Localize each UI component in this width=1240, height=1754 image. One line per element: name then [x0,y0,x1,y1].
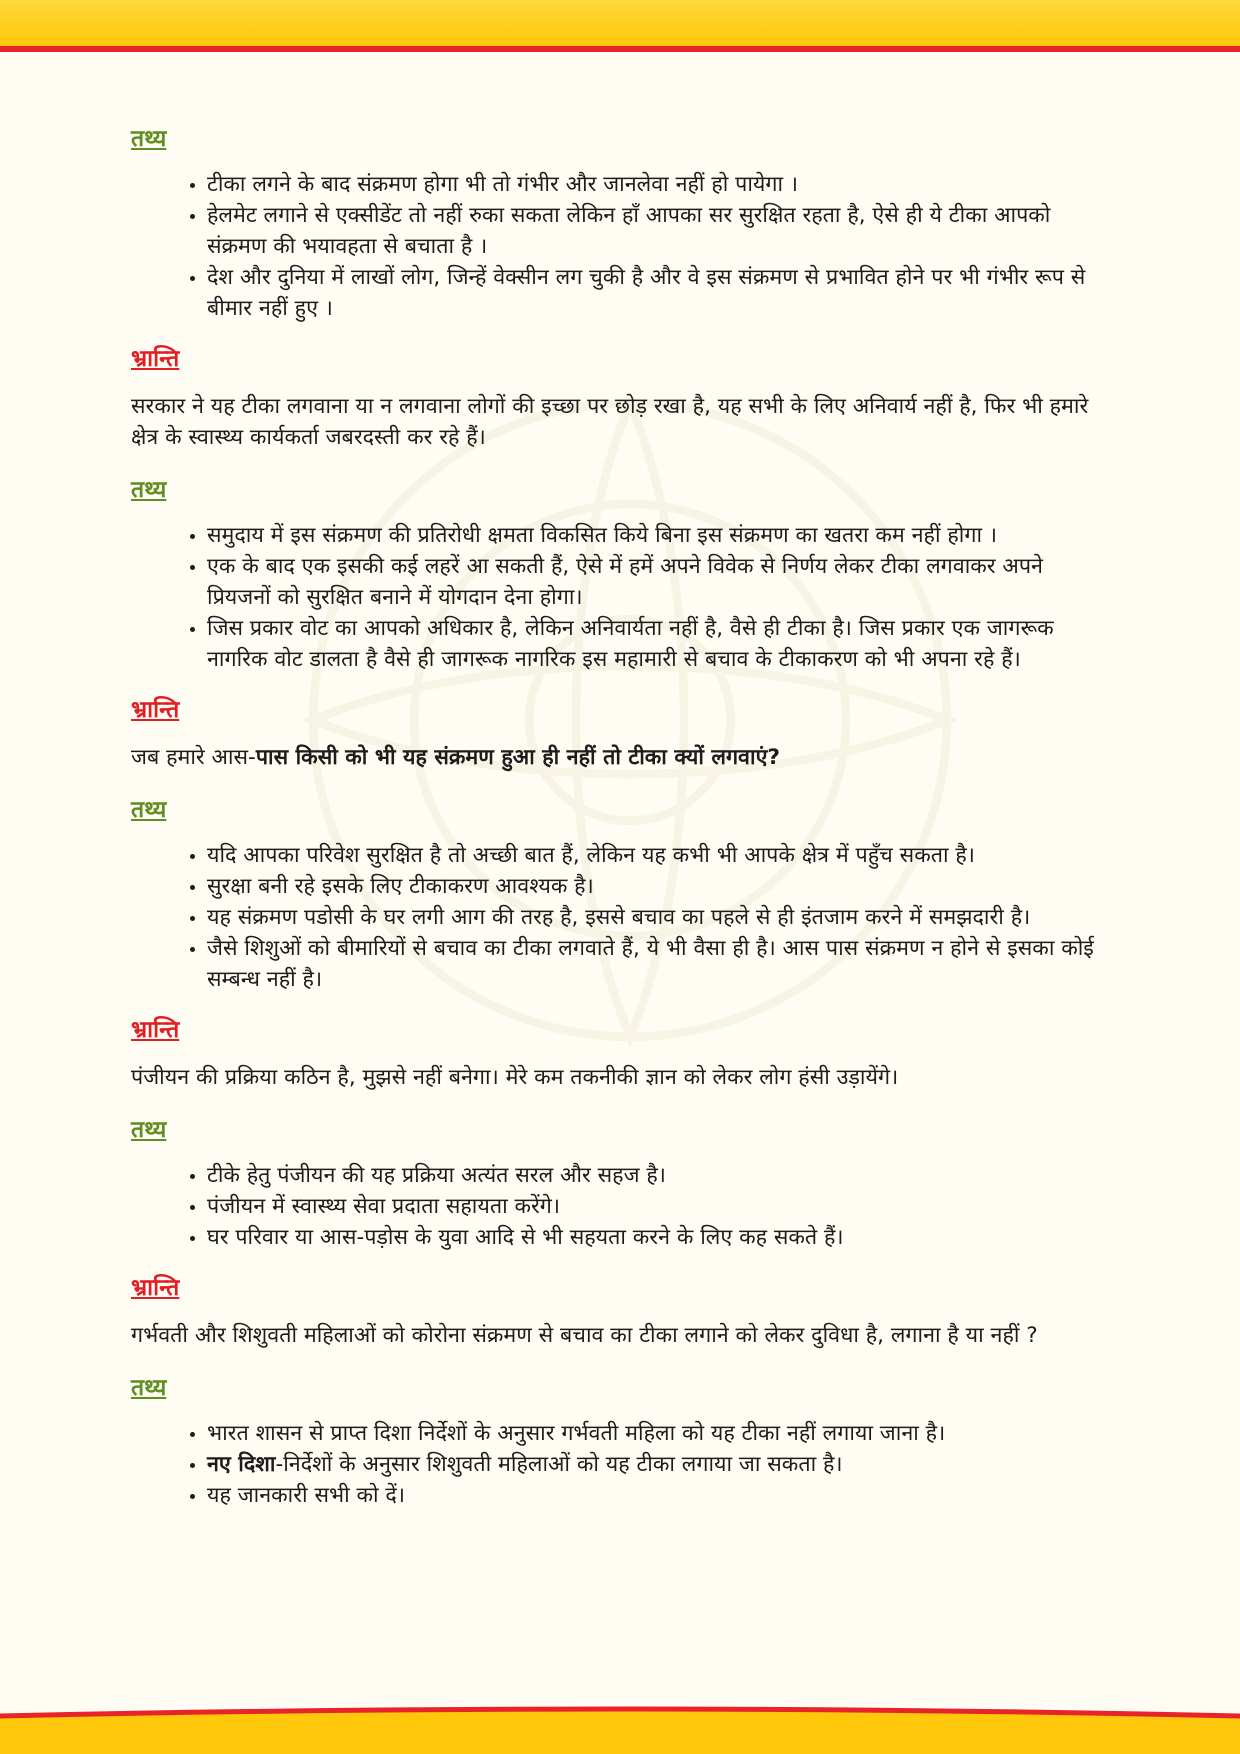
myth-text: सरकार ने यह टीका लगवाना या न लगवाना लोगों की इच्छा पर छोड़ रखा है, यह सभी के लिए अनिवार्य नहीं है, फिर भी हमारे क्षेत्र के स्वास्थ्य कार्यकर्ता जबरदस्ती कर रहे हैं। [131,394,1089,450]
myth-text: पंजीयन की प्रक्रिया कठिन है, मुझसे नहीं बनेगा। मेरे कम तकनीकी ज्ञान को लेकर लोग हंसी उड़ायेंगे। [131,1065,899,1090]
myth-heading: भ्रान्ति [131,1017,180,1043]
fact-list [131,840,1111,995]
fact-item: • टीके हेतु पंजीयन की यह प्रक्रिया अत्यंत सरल और सहज है। [207,1160,1111,1191]
top-red-rule [0,46,1240,52]
myth-text-bold: पास किसी को भी यह संक्रमण हुआ ही नहीं तो टीका क्यों लगवाएं? [255,745,780,770]
fact-item: • यह संक्रमण पडोसी के घर लगी आग की तरह है, इससे बचाव का पहले से ही इंतजाम करने में समझदारी है। [207,902,1111,933]
fact-item: • सुरक्षा बनी रहे इसके लिए टीकाकरण आवश्यक है। [207,871,1111,902]
fact-item: • घर परिवार या आस-पड़ोस के युवा आदि से भी सहयता करने के लिए कह सकते हैं। [207,1222,1111,1253]
fact-item: • भारत शासन से प्राप्त दिशा निर्देशों के अनुसार गर्भवती महिला को यह टीका नहीं लगाया जाना है। [207,1418,1111,1449]
fact-list [131,1160,1111,1253]
fact-item: • समुदाय में इस संक्रमण की प्रतिरोधी क्षमता विकसित किये बिना इस संक्रमण का खतरा कम नहीं होगा । [207,520,1111,551]
fact-list [131,1418,1111,1511]
bottom-decorative-band [0,1694,1240,1754]
myth-text [131,742,1111,773]
fact-item: • जैसे शिशुओं को बीमारियों से बचाव का टीका लगवाते हैं, ये भी वैसा ही है। आस पास संक्रमण न होने से इसका कोई सम्बन्ध नहीं है। [207,933,1111,995]
fact-item: • टीका लगने के बाद संक्रमण होगा भी तो गंभीर और जानलेवा नहीं हो पायेगा । [207,169,1111,200]
fact-item: • देश और दुनिया में लाखों लोग, जिन्हें वेक्सीन लग चुकी है और वे इस संक्रमण से प्रभावित होने पर भी गंभीर रूप से बीमार नहीं हुए । [207,262,1111,324]
myth-heading: भ्रान्ति [131,697,180,723]
myth-text-prefix: जब हमारे आस- [131,745,256,770]
myth-heading: भ्रान्ति [131,1275,180,1301]
fact-heading: तथ्य [131,1375,167,1401]
myth-heading: भ्रान्ति [131,346,180,372]
fact-item-bold: नए दिशा [207,1452,276,1477]
fact-list [131,169,1111,324]
fact-heading: तथ्य [131,797,167,823]
fact-item: • यह जानकारी सभी को दें। [207,1480,1111,1511]
top-header-band [0,0,1240,46]
fact-item-rest: -निर्देशों के अनुसार शिशुवती महिलाओं को यह टीका लगाया जा सकता है। [275,1452,843,1477]
fact-item: • पंजीयन में स्वास्थ्य सेवा प्रदाता सहायता करेंगे। [207,1191,1111,1222]
fact-heading: तथ्य [131,126,167,152]
fact-heading: तथ्य [131,1117,167,1143]
myth-text: गर्भवती और शिशुवती महिलाओं को कोरोना संक्रमण से बचाव का टीका लगाने को लेकर दुविधा है, लगाना है या नहीं ? [131,1323,1038,1348]
fact-item: • एक के बाद एक इसकी कई लहरें आ सकती हैं, ऐसे में हमें अपने विवेक से निर्णय लेकर टीका लगवाकर अपने प्रियजनों को सुरक्षित बनाने में योगदान देना होगा। [207,551,1111,613]
fact-item: • यदि आपका परिवेश सुरक्षित है तो अच्छी बात हैं, लेकिन यह कभी भी आपके क्षेत्र में पहुँच सकता है। [207,840,1111,871]
fact-item: • हेलमेट लगाने से एक्सीडेंट तो नहीं रुका सकता लेकिन हाँ आपका सर सुरक्षित रहता है, ऐसे ही ये टीका आपको संक्रमण की भयावहता से बचाता है । [207,200,1111,262]
fact-heading: तथ्य [131,477,167,503]
fact-item: • जिस प्रकार वोट का आपको अधिकार है, लेकिन अनिवार्यता नहीं है, वैसे ही टीका है। जिस प्रकार एक जागरूक नागरिक वोट डालता है वैसे ही जागरूक नागरिक इस महामारी से बचाव के टीकाकरण को भी अपना रहे हैं। [207,613,1111,675]
fact-list [131,520,1111,675]
document-body [131,124,1111,1531]
fact-item [207,1449,1111,1480]
